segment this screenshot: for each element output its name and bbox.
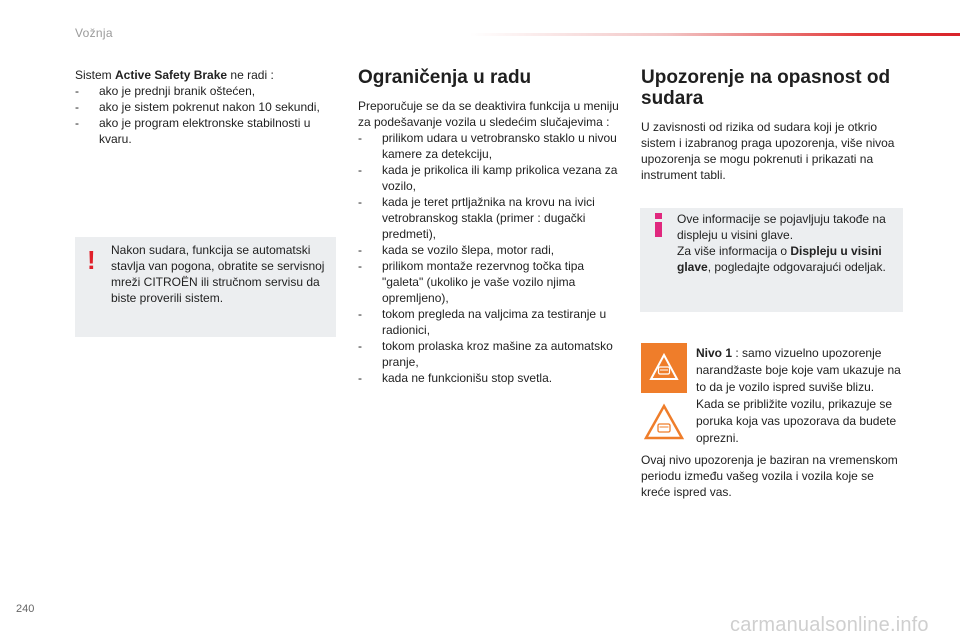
list-item: - kada je prikolica ili kamp prikolica vezana za vozilo,	[358, 162, 620, 194]
level-footer-paragraph: Ovaj nivo upozorenja je baziran na vremenskom periodu između vašeg vozila i vozila koje se kreće ispred vas.	[641, 453, 898, 499]
list-item: - tokom prolaska kroz mašine za automatsko pranje,	[358, 338, 620, 370]
exclamation-icon: !	[87, 245, 96, 275]
info-text: Ove informacije se pojavljuju takođe na displeju u visini glave. Za više informacija o Displeju u visini glave, pogledajte odgovarajući odeljak.	[677, 212, 886, 274]
list-item: - prilikom montaže rezervnog točka tipa "galeta" (ukoliko je vaše vozilo njima opremljeno),	[358, 258, 620, 306]
collision-warning-triangle-icon	[643, 402, 685, 442]
watermark: carmanualsonline.info	[730, 614, 929, 636]
list-item: - tokom pregleda na valjcima za testiranje u radionici,	[358, 306, 620, 338]
list-item: - ako je sistem pokrenut nakon 10 sekundi,	[75, 99, 330, 115]
page-number: 240	[16, 603, 35, 615]
section-heading: Upozorenje na opasnost od sudara	[641, 67, 891, 109]
list-item: - ako je prednji branik oštećen,	[75, 83, 330, 99]
column-left	[75, 67, 330, 147]
failure-list	[75, 83, 330, 147]
list-item: - kada je teret prtljažnika na krovu na ivici vetrobranskog stakla (primer : dugački predmeti),	[358, 194, 620, 242]
list-item: - kada se vozilo šlepa, motor radi,	[358, 242, 620, 258]
header-divider	[470, 33, 960, 36]
collision-alert-icon	[641, 343, 687, 393]
intro-paragraph: Preporučuje se da se deaktivira funkcija u meniju za podešavanje vozila u sledećim slučajevima :	[358, 99, 619, 129]
level-1-description: Nivo 1 : samo vizuelno upozorenje narandžaste boje koje vam ukazuje na to da je vozilo ispred suviše blizu. Kada se približite vozilu, prikazuje se poruka koja vas upozorava da budete oprezni.	[696, 346, 901, 445]
info-icon	[649, 212, 669, 238]
section-title: Vožnja	[75, 26, 113, 40]
warning-text: Nakon sudara, funkcija se automatski stavlja van pogona, obratite se servisnoj mreži CITROËN ili stručnom servisu da biste proverili sistem.	[111, 243, 325, 305]
column-middle	[358, 67, 620, 386]
intro-paragraph: Sistem Active Safety Brake ne radi :	[75, 68, 274, 82]
column-right	[641, 67, 906, 183]
list-item: - prilikom udara u vetrobransko staklo u nivou kamere za detekciju,	[358, 130, 620, 162]
section-heading: Ograničenja u radu	[358, 67, 532, 88]
intro-paragraph: U zavisnosti od rizika od sudara koji je otkrio sistem i izabranog praga upozorenja, više nivoa upozorenja se mogu pokrenuti i prikazati na instrument tabli.	[641, 120, 895, 182]
list-item: - kada ne funkcionišu stop svetla.	[358, 370, 620, 386]
limitations-list	[358, 130, 620, 386]
list-item: - ako je program elektronske stabilnosti u kvaru.	[75, 115, 330, 147]
